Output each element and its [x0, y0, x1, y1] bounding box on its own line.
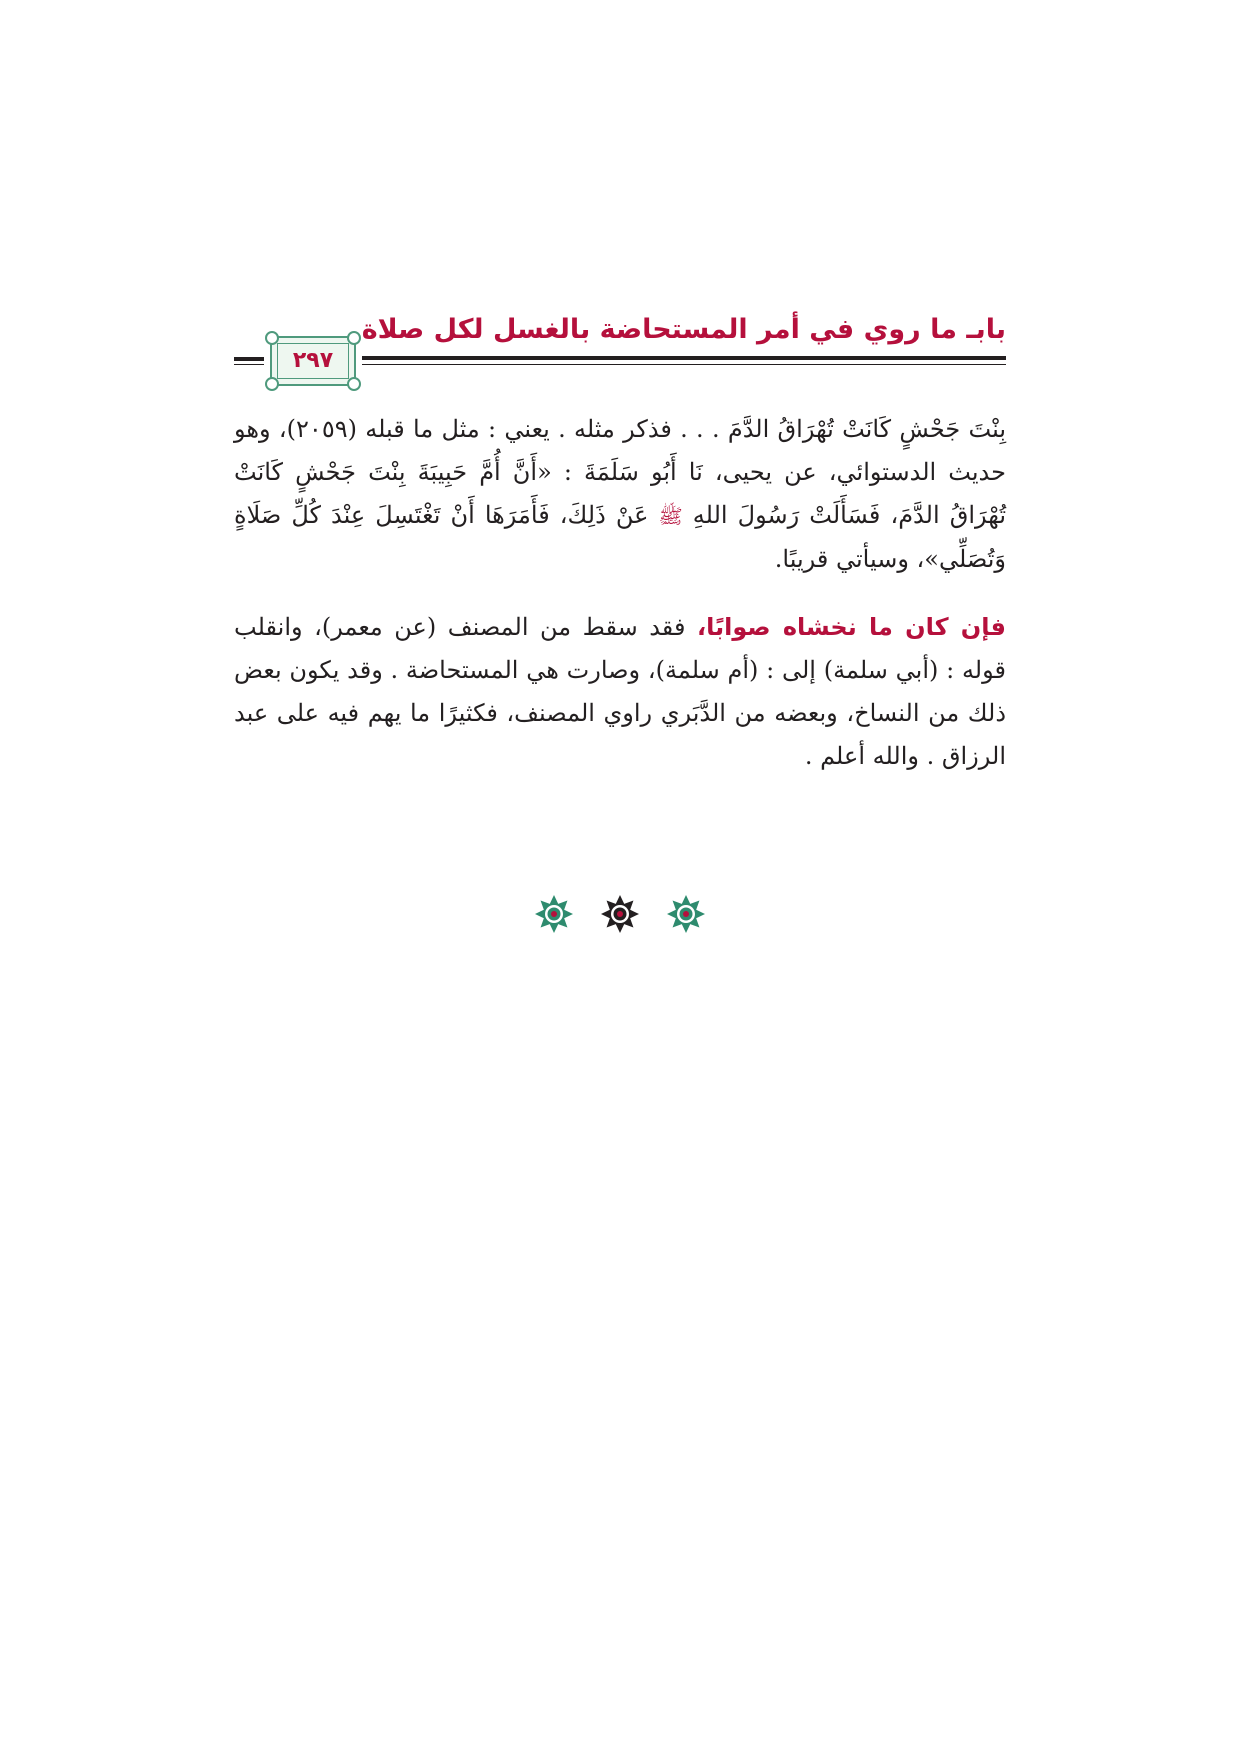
page-number: ٢٩٧ [292, 348, 334, 373]
highlighted-lead-phrase: فإن كان ما نخشاه صوابًا، [696, 613, 1006, 641]
frame-corner-ornament [347, 331, 361, 345]
star-flower-icon [666, 894, 706, 934]
header-rule-left-thin [234, 364, 264, 365]
header-rule-thin [362, 364, 1006, 365]
page-body [234, 408, 1006, 778]
chapter-title: بابـ ما روي في أمر المستحاضة بالغسل لكل صلاة [361, 314, 1006, 345]
paragraph-text: فقد سقط من المصنف (عن معمر)، وانقلب قوله : (أبي سلمة) إلى : (أم سلمة)، وصارت هي المستحاضة . وقد يكون بعض ذلك من النساخ، وبعضه من الدَّبَري راوي المصنف، فكثيرًا ما يهم فيه على عبد الرزاق . والله أعلم . [234, 613, 1007, 770]
header-rule-thick [362, 356, 1006, 360]
star-flower-icon [534, 894, 574, 934]
frame-corner-ornament [265, 331, 279, 345]
header-rule-left-thick [234, 357, 264, 361]
paragraph-hadith-commentary [234, 408, 1006, 581]
page-number-frame [270, 336, 356, 386]
frame-corner-ornament [265, 377, 279, 391]
frame-corner-ornament [347, 377, 361, 391]
paragraph-text: بِنْتَ جَحْشٍ كَانَتْ تُهْرَاقُ الدَّمَ . . . فذكر مثله . يعني : مثل ما قبله (٢٠٥٩)، وهو حديث الدستوائي، عن يحيى، نَا أَبُو سَلَمَةَ : «أَنَّ أُمَّ حَبِيبَةَ بِنْتَ جَحْشٍ كَانَتْ تُهْرَاقُ الدَّمَ، فَسَأَلَتْ رَسُولَ اللهِ [234, 415, 1006, 529]
paragraph-text: عَنْ ذَلِكَ، فَأَمَرَهَا أَنْ تَغْتَسِلَ عِنْدَ كُلِّ صَلَاةٍ وَتُصَلِّي»، وسيأتي قريبًا. [234, 501, 1006, 573]
paragraph-editor-note [234, 606, 1006, 778]
page-header [234, 308, 1006, 398]
section-end-ornaments [534, 889, 706, 939]
salla-symbol: ﷺ [658, 504, 683, 528]
star-flower-icon [600, 894, 640, 934]
